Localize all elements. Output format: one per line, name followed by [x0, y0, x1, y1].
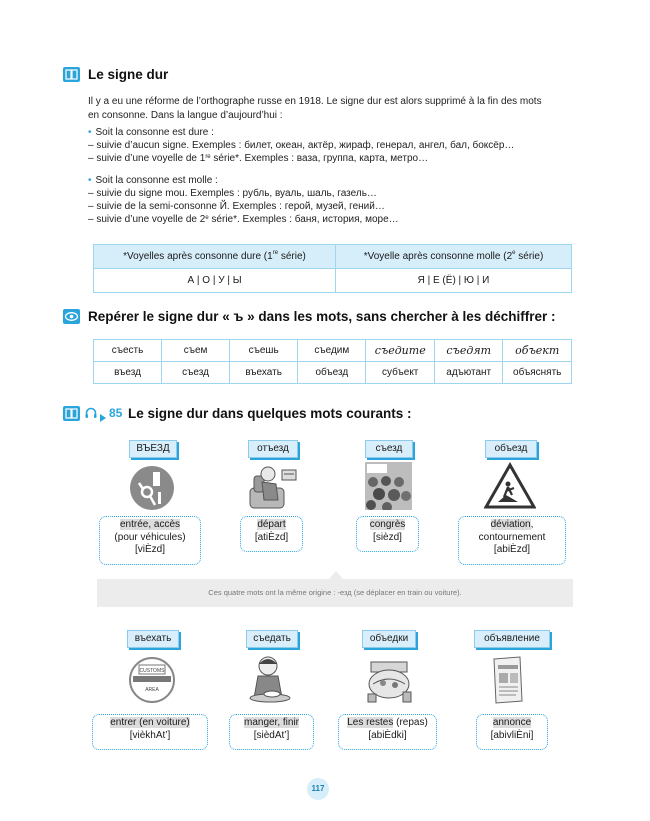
vowel-table-header-hard	[94, 245, 336, 269]
meaning-highlight-line	[97, 717, 203, 730]
word-label: объедки	[362, 630, 416, 648]
meaning-highlight: manger, finir	[243, 717, 300, 728]
traveler-illustration	[246, 462, 298, 517]
word-cell: въехать	[230, 362, 298, 384]
word-label: съедать	[246, 630, 298, 648]
meaning-highlight: entrer (en voiture)	[110, 717, 190, 728]
meaning-highlight: déviation	[490, 519, 531, 530]
meaning-box	[92, 714, 208, 750]
meaning-box	[338, 714, 437, 750]
word-cell: съезд	[162, 362, 230, 384]
intro-line-1: Il y a eu une réforme de l’orthographe russe en 1918. Le signe dur est alors supprimé à la fin des mots	[88, 96, 542, 107]
audio-track-number: 85	[109, 406, 123, 420]
word-cell: объезд	[298, 362, 366, 384]
h2a: *Voyelle après consonne molle (2	[363, 251, 513, 262]
word-cell-cursive: объект	[503, 340, 572, 362]
meaning-highlight-line	[234, 717, 309, 730]
h2b: série)	[515, 251, 544, 262]
meaning-tail: (repas)	[393, 717, 428, 728]
word-cell: съесть	[94, 340, 162, 362]
intro-line-2: en consonne. Dans la langue d’aujourd’hui :	[88, 109, 283, 121]
word-cell: въезд	[94, 362, 162, 384]
word-label: ВЪЕЗД	[129, 440, 177, 458]
section-title-reperer: Repérer le signe dur « ъ » dans les mots, sans chercher à les déchiffrer :	[88, 309, 556, 324]
soft-line-1: – suivie du signe mou. Exemples : рубль, вуаль, шаль, газель…	[88, 188, 377, 199]
meaning-highlight-line	[343, 717, 432, 730]
meaning-highlight: entrée, accès	[119, 519, 181, 530]
origin-note: Ces quatre mots ont la même origine : -езд (se déplacer en train ou voiture).	[97, 579, 573, 607]
vowel-table-cell-hard: А | О | У | Ы	[94, 269, 336, 293]
signe-dur-words-table	[93, 339, 572, 384]
book-icon	[63, 67, 80, 82]
pronunciation: [sièdAt’]	[253, 729, 290, 741]
sup: re	[272, 250, 279, 256]
pronunciation: [vièkhAt’]	[129, 729, 171, 741]
meaning-box	[229, 714, 314, 750]
gate-entrance-icon	[129, 465, 175, 516]
word-cell: объяснять	[503, 362, 572, 384]
newspaper-ad-icon	[488, 655, 528, 710]
meaning-highlight-line	[463, 519, 561, 532]
word-label: съезд	[365, 440, 413, 458]
h1a: *Voyelles après consonne dure (1	[123, 251, 273, 262]
meaning-tail: ,	[530, 519, 534, 530]
sup: re	[205, 154, 211, 160]
headphones-icon[interactable]	[84, 406, 98, 425]
vowel-table	[93, 244, 572, 293]
bullet-dot: •	[88, 127, 92, 138]
sup: e	[205, 215, 209, 221]
customs-area-text: AREA	[145, 687, 159, 693]
pronunciation: [abiÈzd]	[493, 544, 531, 555]
hard-head	[88, 126, 588, 139]
meaning-box	[99, 516, 201, 565]
intro-paragraph	[88, 95, 588, 122]
bullet-dot: •	[88, 175, 92, 186]
word-cell-cursive: съедят	[435, 340, 503, 362]
section-title-mots-courants: Le signe dur dans quelques mots courants :	[128, 406, 412, 421]
meaning-highlight-line	[104, 519, 196, 532]
pronunciation: [viÈzd]	[134, 544, 165, 555]
word-cell: адъютант	[435, 362, 503, 384]
hard-line-2b: série*. Exemples : ваза, группа, карта, метро…	[210, 153, 429, 164]
page-number: 117	[307, 778, 329, 800]
word-cell: съедим	[298, 340, 366, 362]
word-cell: съешь	[230, 340, 298, 362]
congress-crowd-image	[365, 462, 412, 515]
soft-consonant-list	[88, 174, 588, 226]
meaning-sub: contournement	[478, 531, 546, 543]
word-cell-cursive: съедите	[366, 340, 435, 362]
boy-eating-illustration	[244, 654, 296, 709]
soft-line-3b: série*. Exemples : баня, история, море…	[208, 214, 399, 225]
soft-line-3	[88, 213, 588, 226]
hard-line-2a: – suivie d’une voyelle de 1	[88, 153, 206, 164]
soft-line-2: – suivie de la semi-consonne Й. Exemples : герой, музей, гений…	[88, 201, 385, 212]
word-label: объявление	[474, 630, 550, 648]
meaning-highlight: annonce	[492, 717, 532, 728]
word-label: отъезд	[248, 440, 298, 458]
sup: e	[512, 250, 516, 256]
hard-line-2	[88, 152, 588, 165]
vowel-table-cell-soft: Я | Е (Ё) | Ю | И	[336, 269, 572, 293]
pronunciation: [sièzd]	[373, 531, 402, 543]
meaning-highlight-line	[245, 519, 298, 532]
word-label: въехать	[127, 630, 179, 648]
meaning-highlight-line	[361, 519, 414, 532]
meaning-box	[458, 516, 566, 565]
meaning-highlight: Les restes	[347, 717, 394, 728]
word-cell: субъект	[366, 362, 435, 384]
pronunciation: [abivliÈni]	[490, 729, 534, 741]
customs-area-sign-icon	[129, 657, 175, 708]
customs-text: CUSTOMS	[139, 668, 165, 674]
word-cell: съем	[162, 340, 230, 362]
roadwork-sign-icon	[484, 462, 536, 515]
book-icon	[63, 406, 80, 421]
play-arrow-icon[interactable]	[100, 409, 106, 427]
meaning-box	[356, 516, 419, 552]
word-label: объезд	[485, 440, 537, 458]
meaning-sub: (pour véhicules)	[114, 531, 186, 543]
meaning-highlight: congrès	[369, 519, 406, 530]
meaning-box	[476, 714, 548, 750]
meaning-box	[240, 516, 303, 552]
pronunciation: [atiÈzd]	[254, 531, 289, 543]
soft-line-3a: – suivie d’une voyelle de 2	[88, 214, 206, 225]
soft-head	[88, 174, 588, 187]
hard-consonant-list	[88, 126, 588, 165]
hard-line-1: – suivie d’aucun signe. Exemples : билет, океан, актёр, жираф, генерал, ангел, бал, боксёр…	[88, 140, 515, 151]
meaning-highlight: départ	[257, 519, 286, 530]
section-title-signe-dur: Le signe dur	[88, 67, 169, 82]
h1b: série)	[278, 251, 306, 262]
pronunciation: [abiÈdki]	[368, 729, 407, 741]
soft-head-text: Soit la consonne est molle :	[95, 175, 218, 186]
leftovers-illustration	[365, 654, 415, 709]
eye-icon	[63, 309, 80, 324]
vowel-table-header-soft	[336, 245, 572, 269]
meaning-highlight-line	[481, 717, 543, 730]
hard-head-text: Soit la consonne est dure :	[95, 127, 214, 138]
